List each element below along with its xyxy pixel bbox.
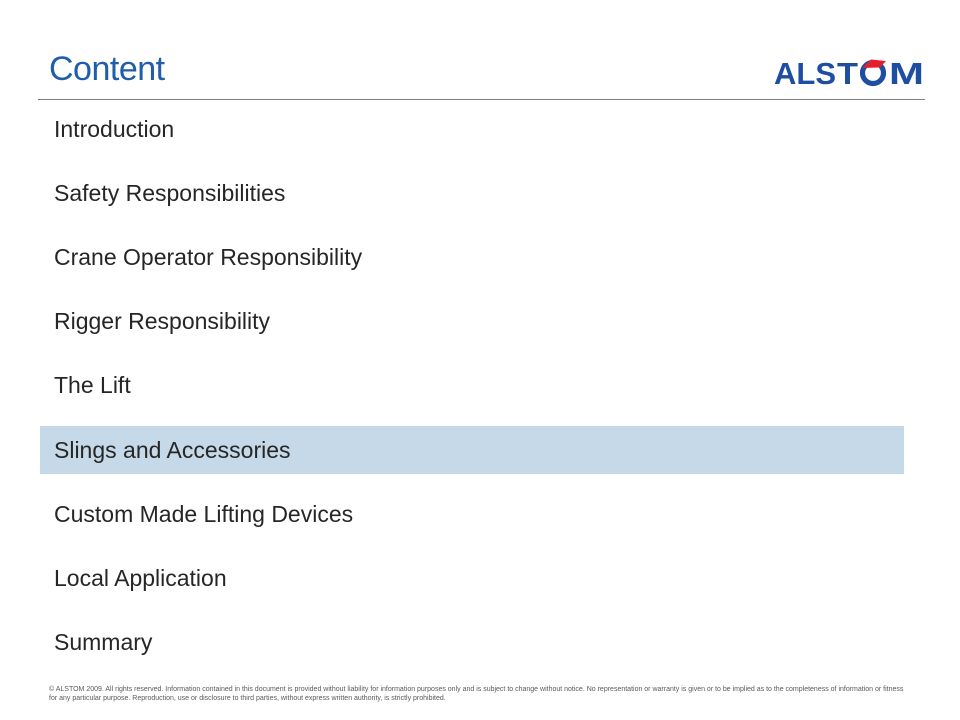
toc-item[interactable]: Custom Made Lifting Devices [54,500,354,527]
toc-item[interactable]: Safety Responsibilities [54,180,286,207]
toc-item-active[interactable]: Slings and Accessories [40,426,904,474]
toc-item[interactable]: Crane Operator Responsibility [54,244,363,271]
alstom-logo [774,55,926,91]
toc-item[interactable]: The Lift [54,372,131,399]
copyright-notice: © ALSTOM 2009. All rights reserved. Information contained in this document is provided without liability for information purposes only and is subject to change without notice. No representation or warranty is given or to be implied as to the completeness of information or fitness for any particular purpose. Reproduction, use or disclosure to third parties, without express written authority, is strictly prohibited. [49,686,904,702]
toc-item[interactable]: Summary [54,628,153,655]
page-title: Content [49,50,165,88]
header-divider [38,99,925,100]
logo-text-als: ALS [774,56,836,91]
toc-item[interactable]: Introduction [54,116,175,142]
logo-text-m: M [889,56,924,91]
logo-text-t: T [837,56,859,91]
toc-item[interactable]: Rigger Responsibility [54,308,271,335]
alstom-logo-graphic [774,55,926,91]
toc-item[interactable]: Local Application [54,564,227,591]
